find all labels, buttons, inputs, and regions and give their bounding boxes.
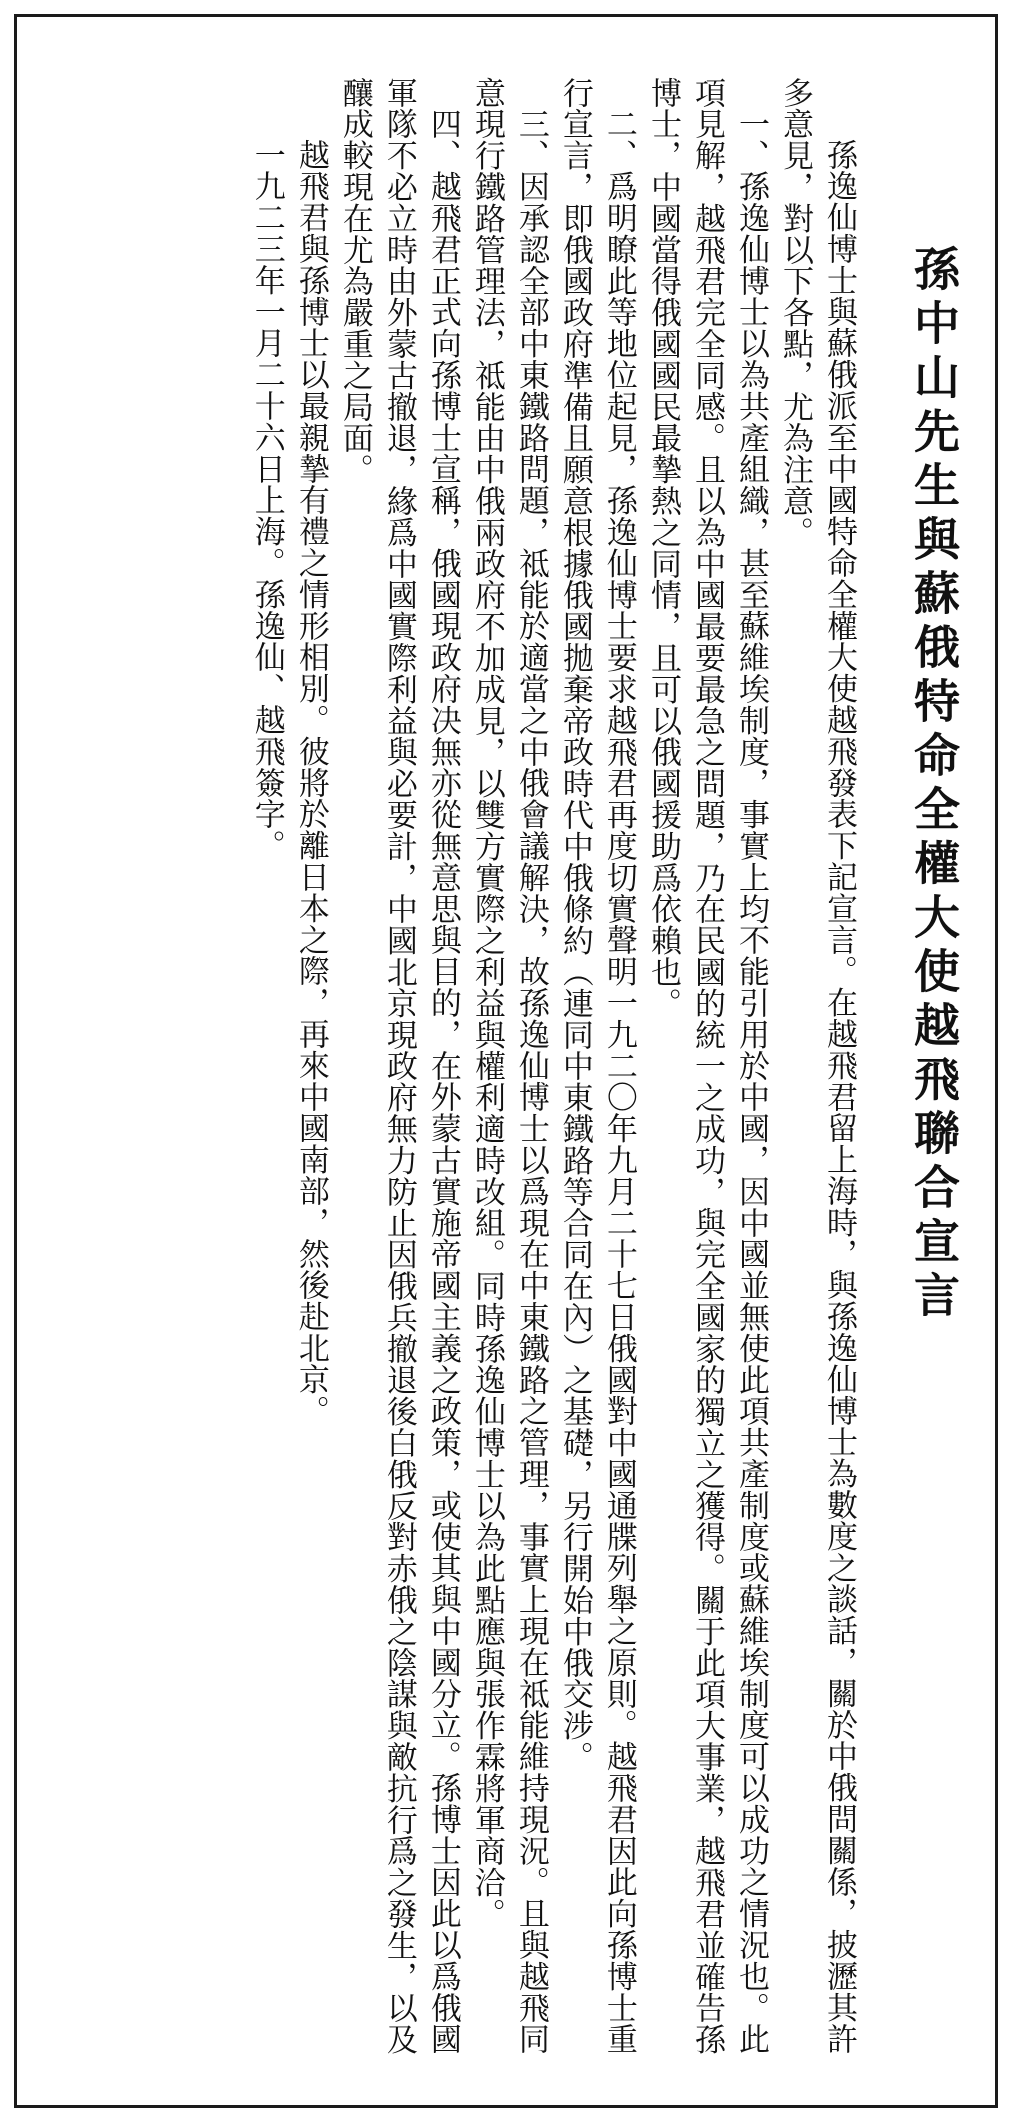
- point-one-paragraph: 一、孫逸仙博士以為共產組織，甚至蘇維埃制度，事實上均不能引用於中國，因中國並無使此項共產制度或蘇維埃制度可以成功之情況也。此項見解，越飛君完全同感。且以為中國最要最急之問題，乃在民國的統一之成功，與完全國家的獨立之獲得。關于此項大事業，越飛君並確告孫博士，中國當得俄國國民最摯熱之同情，且可以俄國援助爲依賴也。: [644, 77, 769, 2056]
- point-four-paragraph: 四、越飛君正式向孫博士宣稱，俄國現政府决無亦從無意思與目的，在外蒙古實施帝國主義之政策，或使其與中國分立。孫博士因此以爲俄國軍隊不必立時由外蒙古撤退，緣爲中國實際利益與必要計，中國北京現政府無力防止因俄兵撤退後白俄反對赤俄之陰謀與敵抗行爲之發生，以及釀成較現在尤為嚴重之局面。: [336, 77, 461, 2056]
- document-body: [245, 77, 861, 2077]
- document-title: 孫中山先生與蘇俄特命全權大使越飛聯合宣言: [907, 245, 961, 1325]
- intro-paragraph: 孫逸仙博士與蘇俄派至中國特命全權大使越飛發表下記宣言。在越飛君留上海時，與孫逸仙博士為數度之談話，關於中俄問關係，披瀝其許多意見，對以下各點，尤為注意。: [776, 77, 857, 2055]
- date-signature: 一九二三年一月二十六日上海。孫逸仙、越飛簽字。: [248, 139, 285, 862]
- point-two-paragraph: 二、爲明瞭此等地位起見，孫逸仙博士要求越飛君再度切實聲明一九二〇年九月二十七日俄國對中國通牒列舉之原則。越飛君因此向孫博士重行宣言，即俄國政府準備且願意根據俄國拋棄帝政時代中俄條約︵連同中東鐵路等合同在內︶之基礎，另行開始中俄交涉。: [556, 77, 637, 2055]
- point-three-paragraph: 三、因承認全部中東鐵路問題，祗能於適當之中俄會議解決，故孫逸仙博士以爲現在中東鐵路之管理，事實上現在祗能維持現況。且與越飛同意現行鐵路管理法，祗能由中俄兩政府不加成見，以雙方實際之利益與權利適時改組。同時孫逸仙博士以為此點應與張作霖將軍商洽。: [468, 77, 549, 2055]
- closing-paragraph: 越飛君與孫博士以最親摯有禮之情形相別。彼將於離日本之際，再來中國南部，然後赴北京。: [292, 139, 329, 1427]
- declaration-document: [245, 77, 961, 2077]
- document-frame: [14, 14, 998, 2108]
